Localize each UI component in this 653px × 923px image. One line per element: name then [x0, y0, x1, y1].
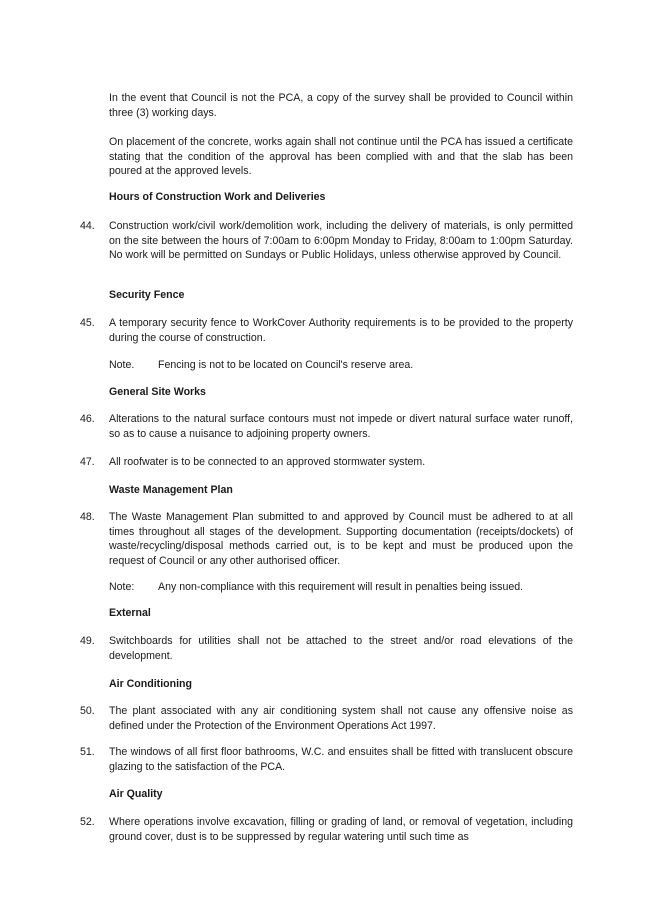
clause-text-51: The windows of all first floor bathrooms, W.C. and ensuites shall be fitted with translucent obscure glazing to the satisfaction of the PCA. [109, 746, 573, 773]
heading-air-quality: Air Quality [109, 788, 163, 800]
note-text-waste: Any non-compliance with this requirement will result in penalties being issued. [158, 581, 524, 593]
note-label-waste: Note: [109, 581, 135, 593]
clause-text-50: The plant associated with any air conditioning system shall not cause any offensive noise as defined under the Protection of the Environment Operations Act 1997. [109, 705, 573, 732]
paragraph-concrete: On placement of the concrete, works again shall not continue until the PCA has issued a certificate stating that the condition of the approval has been complied with and that the slab has been poured at the approved levels. [109, 136, 573, 178]
clause-text-46: Alterations to the natural surface contours must not impede or divert natural surface water runoff, so as to cause a nuisance to adjoining property owners. [109, 413, 573, 440]
clause-number: 46. [80, 413, 95, 425]
heading-general-site-works: General Site Works [109, 386, 206, 398]
clause-number: 50. [80, 705, 95, 717]
clause-text-45: A temporary security fence to WorkCover Authority requirements is to be provided to the property during the course of construction. [109, 317, 573, 344]
clause-text-44: Construction work/civil work/demolition work, including the delivery of materials, is only permitted on the site between the hours of 7:00am to 6:00pm Monday to Friday, 8:00am to 1:00pm Saturday. No work will be permitted on Sundays or Public Holidays, unless otherwise approved by Council. [109, 220, 573, 262]
heading-security-fence: Security Fence [109, 289, 185, 301]
clause-number: 45. [80, 317, 95, 329]
clause-number: 51. [80, 746, 95, 758]
heading-hours-of-construction: Hours of Construction Work and Deliveries [109, 191, 326, 203]
clause-text-49: Switchboards for utilities shall not be attached to the street and/or road elevations of the development. [109, 635, 573, 662]
heading-external: External [109, 607, 151, 619]
note-text-fence: Fencing is not to be located on Council's reserve area. [158, 359, 414, 371]
clause-text-47: All roofwater is to be connected to an approved stormwater system. [109, 456, 426, 468]
clause-number: 52. [80, 816, 95, 828]
heading-air-conditioning: Air Conditioning [109, 678, 192, 690]
paragraph-survey: In the event that Council is not the PCA, a copy of the survey shall be provided to Council within three (3) working days. [109, 92, 573, 119]
note-label-fence: Note. [109, 359, 135, 371]
clause-number: 44. [80, 220, 95, 232]
clause-text-52: Where operations involve excavation, filling or grading of land, or removal of vegetation, including ground cover, dust is to be suppressed by regular watering until such time as [109, 816, 573, 843]
heading-waste-management-plan: Waste Management Plan [109, 484, 233, 496]
clause-number: 47. [80, 456, 95, 468]
clause-number: 49. [80, 635, 95, 647]
clause-number: 48. [80, 511, 95, 523]
clause-text-48: The Waste Management Plan submitted to and approved by Council must be adhered to at all times throughout all stages of the development. Supporting documentation (receipts/dockets) of waste/recycling/disposal methods carried out, is to be kept and must be produced upon the request of Council or any other authorised officer. [109, 511, 573, 567]
